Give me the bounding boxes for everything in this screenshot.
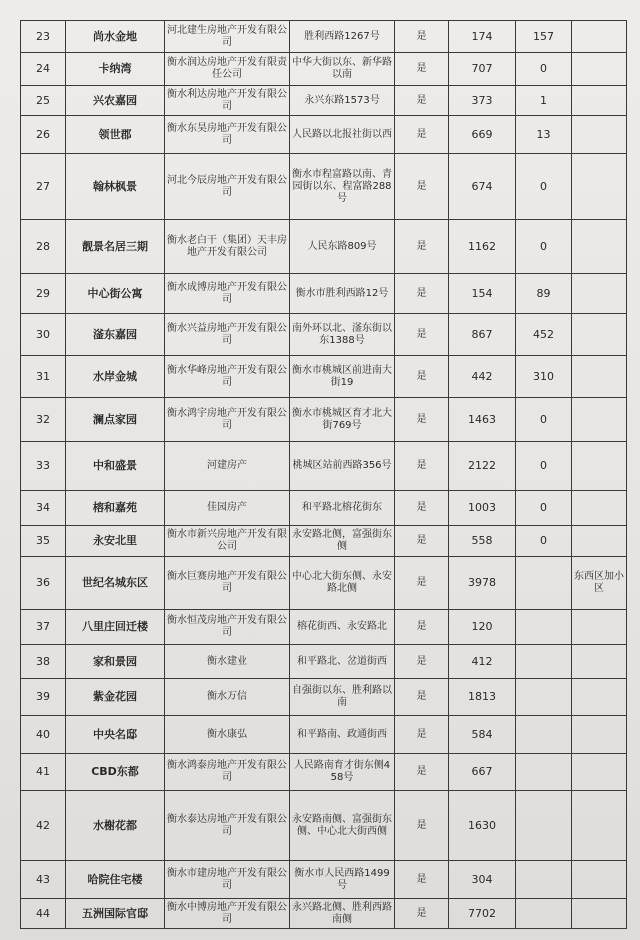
remark <box>572 53 627 86</box>
presale-flag: 是 <box>395 86 449 116</box>
project-location: 和平路南、政通街西 <box>290 716 395 754</box>
total-units: 1813 <box>449 679 516 716</box>
developer-name: 衡水泰达房地产开发有限公司 <box>165 791 290 861</box>
developer-name: 衡水成博房地产开发有限公司 <box>165 274 290 314</box>
project-name: 领世郡 <box>66 116 165 154</box>
row-number: 27 <box>21 154 66 220</box>
presale-flag: 是 <box>395 610 449 645</box>
remark <box>572 86 627 116</box>
table-row <box>21 610 627 645</box>
remark <box>572 679 627 716</box>
row-number: 34 <box>21 491 66 526</box>
total-units: 1463 <box>449 398 516 442</box>
developer-name: 衡水巨赛房地产开发有限公司 <box>165 557 290 610</box>
total-units: 2122 <box>449 442 516 491</box>
sold-units: 13 <box>516 116 572 154</box>
remark <box>572 645 627 679</box>
presale-flag: 是 <box>395 154 449 220</box>
table-row <box>21 491 627 526</box>
sold-units <box>516 610 572 645</box>
project-location: 人民东路809号 <box>290 220 395 274</box>
remark <box>572 491 627 526</box>
developer-name: 衡水老白干（集团）天丰房地产开发有限公司 <box>165 220 290 274</box>
row-number: 41 <box>21 754 66 791</box>
project-name: 紫金花园 <box>66 679 165 716</box>
row-number: 33 <box>21 442 66 491</box>
sold-units <box>516 557 572 610</box>
project-name: 水榭花都 <box>66 791 165 861</box>
presale-flag: 是 <box>395 491 449 526</box>
project-name: 卡纳湾 <box>66 53 165 86</box>
total-units: 442 <box>449 356 516 398</box>
table-row <box>21 154 627 220</box>
row-number: 43 <box>21 861 66 899</box>
presale-flag: 是 <box>395 220 449 274</box>
developer-name: 佳园房产 <box>165 491 290 526</box>
housing-project-table <box>20 20 627 929</box>
presale-flag: 是 <box>395 754 449 791</box>
remark <box>572 21 627 53</box>
developer-name: 衡水东昊房地产开发有限公司 <box>165 116 290 154</box>
project-location: 衡水市程富路以南、青园街以东、程富路288号 <box>290 154 395 220</box>
developer-name: 衡水兴益房地产开发有限公司 <box>165 314 290 356</box>
row-number: 39 <box>21 679 66 716</box>
project-name: 中和盛景 <box>66 442 165 491</box>
sold-units: 157 <box>516 21 572 53</box>
developer-name: 河建房产 <box>165 442 290 491</box>
project-name: 永安北里 <box>66 526 165 557</box>
table-row <box>21 86 627 116</box>
project-name: 水岸金城 <box>66 356 165 398</box>
developer-name: 衡水鸿泰房地产开发有限公司 <box>165 754 290 791</box>
table-row <box>21 220 627 274</box>
remark <box>572 791 627 861</box>
project-location: 榕花街西、永安路北 <box>290 610 395 645</box>
table-row <box>21 861 627 899</box>
row-number: 35 <box>21 526 66 557</box>
total-units: 1162 <box>449 220 516 274</box>
sold-units <box>516 791 572 861</box>
table-row <box>21 53 627 86</box>
row-number: 42 <box>21 791 66 861</box>
sold-units: 1 <box>516 86 572 116</box>
developer-name: 衡水市建房地产开发有限公司 <box>165 861 290 899</box>
total-units: 558 <box>449 526 516 557</box>
project-name: 滏东嘉园 <box>66 314 165 356</box>
table-row <box>21 442 627 491</box>
project-name: 世纪名城东区 <box>66 557 165 610</box>
sold-units: 452 <box>516 314 572 356</box>
total-units: 154 <box>449 274 516 314</box>
project-name: 中心街公寓 <box>66 274 165 314</box>
presale-flag: 是 <box>395 274 449 314</box>
project-location: 人民路以北报社街以西 <box>290 116 395 154</box>
presale-flag: 是 <box>395 398 449 442</box>
presale-flag: 是 <box>395 442 449 491</box>
developer-name: 衡水润达房地产开发有限责任公司 <box>165 53 290 86</box>
table-row <box>21 899 627 929</box>
presale-flag: 是 <box>395 314 449 356</box>
project-name: 榕和嘉苑 <box>66 491 165 526</box>
project-location: 桃城区站前西路356号 <box>290 442 395 491</box>
project-name: 靓景名居三期 <box>66 220 165 274</box>
remark <box>572 398 627 442</box>
project-location: 永兴东路1573号 <box>290 86 395 116</box>
project-location: 自强街以东、胜利路以南 <box>290 679 395 716</box>
total-units: 412 <box>449 645 516 679</box>
project-name: 哈院住宅楼 <box>66 861 165 899</box>
project-name: 尚水金地 <box>66 21 165 53</box>
total-units: 1003 <box>449 491 516 526</box>
total-units: 707 <box>449 53 516 86</box>
sold-units: 0 <box>516 491 572 526</box>
project-name: 家和景园 <box>66 645 165 679</box>
developer-name: 河北今辰房地产开发有限公司 <box>165 154 290 220</box>
remark <box>572 754 627 791</box>
presale-flag: 是 <box>395 356 449 398</box>
remark <box>572 154 627 220</box>
developer-name: 河北建生房地产开发有限公司 <box>165 21 290 53</box>
row-number: 36 <box>21 557 66 610</box>
presale-flag: 是 <box>395 526 449 557</box>
total-units: 867 <box>449 314 516 356</box>
project-location: 和平路北榕花街东 <box>290 491 395 526</box>
row-number: 25 <box>21 86 66 116</box>
remark <box>572 610 627 645</box>
presale-flag: 是 <box>395 53 449 86</box>
sold-units <box>516 861 572 899</box>
total-units: 667 <box>449 754 516 791</box>
remark <box>572 899 627 929</box>
project-location: 衡水市人民西路1499号 <box>290 861 395 899</box>
table-row <box>21 116 627 154</box>
sold-units: 0 <box>516 154 572 220</box>
row-number: 26 <box>21 116 66 154</box>
project-location: 中心北大街东侧、永安路北侧 <box>290 557 395 610</box>
table-row <box>21 754 627 791</box>
row-number: 31 <box>21 356 66 398</box>
table-row <box>21 356 627 398</box>
remark <box>572 356 627 398</box>
sold-units: 89 <box>516 274 572 314</box>
row-number: 30 <box>21 314 66 356</box>
presale-flag: 是 <box>395 679 449 716</box>
total-units: 3978 <box>449 557 516 610</box>
total-units: 373 <box>449 86 516 116</box>
project-location: 衡水市桃城区前进南大街19 <box>290 356 395 398</box>
sold-units: 0 <box>516 526 572 557</box>
developer-name: 衡水恒茂房地产开发有限公司 <box>165 610 290 645</box>
sold-units <box>516 899 572 929</box>
project-name: 兴农嘉园 <box>66 86 165 116</box>
table-row <box>21 679 627 716</box>
sold-units <box>516 679 572 716</box>
remark: 东西区加小区 <box>572 557 627 610</box>
remark <box>572 220 627 274</box>
total-units: 304 <box>449 861 516 899</box>
project-name: CBD东都 <box>66 754 165 791</box>
total-units: 7702 <box>449 899 516 929</box>
remark <box>572 526 627 557</box>
presale-flag: 是 <box>395 645 449 679</box>
row-number: 40 <box>21 716 66 754</box>
presale-flag: 是 <box>395 899 449 929</box>
sold-units: 0 <box>516 53 572 86</box>
table-row <box>21 716 627 754</box>
table-row <box>21 645 627 679</box>
row-number: 37 <box>21 610 66 645</box>
project-location: 永安路南侧、富强街东侧、中心北大街西侧 <box>290 791 395 861</box>
project-name: 翰林枫景 <box>66 154 165 220</box>
project-location: 永兴路北侧、胜利西路南侧 <box>290 899 395 929</box>
project-location: 永安路北侧，富强街东侧 <box>290 526 395 557</box>
presale-flag: 是 <box>395 21 449 53</box>
developer-name: 衡水华峰房地产开发有限公司 <box>165 356 290 398</box>
project-location: 和平路北、岔道街西 <box>290 645 395 679</box>
total-units: 674 <box>449 154 516 220</box>
remark <box>572 274 627 314</box>
developer-name: 衡水利达房地产开发有限公司 <box>165 86 290 116</box>
row-number: 28 <box>21 220 66 274</box>
table-row <box>21 557 627 610</box>
project-location: 中华大街以东、新华路以南 <box>290 53 395 86</box>
project-name: 八里庄回迁楼 <box>66 610 165 645</box>
table-row <box>21 314 627 356</box>
row-number: 23 <box>21 21 66 53</box>
remark <box>572 716 627 754</box>
sold-units: 310 <box>516 356 572 398</box>
row-number: 24 <box>21 53 66 86</box>
project-name: 五洲国际官邸 <box>66 899 165 929</box>
project-location: 衡水市胜利西路12号 <box>290 274 395 314</box>
developer-name: 衡水建业 <box>165 645 290 679</box>
sold-units <box>516 716 572 754</box>
table-row <box>21 398 627 442</box>
remark <box>572 442 627 491</box>
sold-units <box>516 754 572 791</box>
table-row <box>21 21 627 53</box>
table-row <box>21 274 627 314</box>
presale-flag: 是 <box>395 716 449 754</box>
sold-units: 0 <box>516 220 572 274</box>
remark <box>572 861 627 899</box>
sold-units: 0 <box>516 442 572 491</box>
sold-units: 0 <box>516 398 572 442</box>
developer-name: 衡水康弘 <box>165 716 290 754</box>
project-location: 人民路南育才街东侧458号 <box>290 754 395 791</box>
project-name: 中央名邸 <box>66 716 165 754</box>
developer-name: 衡水市新兴房地产开发有限公司 <box>165 526 290 557</box>
remark <box>572 314 627 356</box>
row-number: 32 <box>21 398 66 442</box>
project-location: 胜利西路1267号 <box>290 21 395 53</box>
presale-flag: 是 <box>395 116 449 154</box>
project-location: 南外环以北、滏东街以东1388号 <box>290 314 395 356</box>
total-units: 120 <box>449 610 516 645</box>
presale-flag: 是 <box>395 557 449 610</box>
total-units: 669 <box>449 116 516 154</box>
row-number: 38 <box>21 645 66 679</box>
developer-name: 衡水万信 <box>165 679 290 716</box>
table-row <box>21 526 627 557</box>
remark <box>572 116 627 154</box>
project-location: 衡水市桃城区育才北大街769号 <box>290 398 395 442</box>
table-row <box>21 791 627 861</box>
total-units: 584 <box>449 716 516 754</box>
total-units: 174 <box>449 21 516 53</box>
developer-name: 衡水鸿宇房地产开发有限公司 <box>165 398 290 442</box>
project-name: 澜点家园 <box>66 398 165 442</box>
presale-flag: 是 <box>395 791 449 861</box>
row-number: 44 <box>21 899 66 929</box>
total-units: 1630 <box>449 791 516 861</box>
presale-flag: 是 <box>395 861 449 899</box>
developer-name: 衡水中博房地产开发有限公司 <box>165 899 290 929</box>
sold-units <box>516 645 572 679</box>
row-number: 29 <box>21 274 66 314</box>
